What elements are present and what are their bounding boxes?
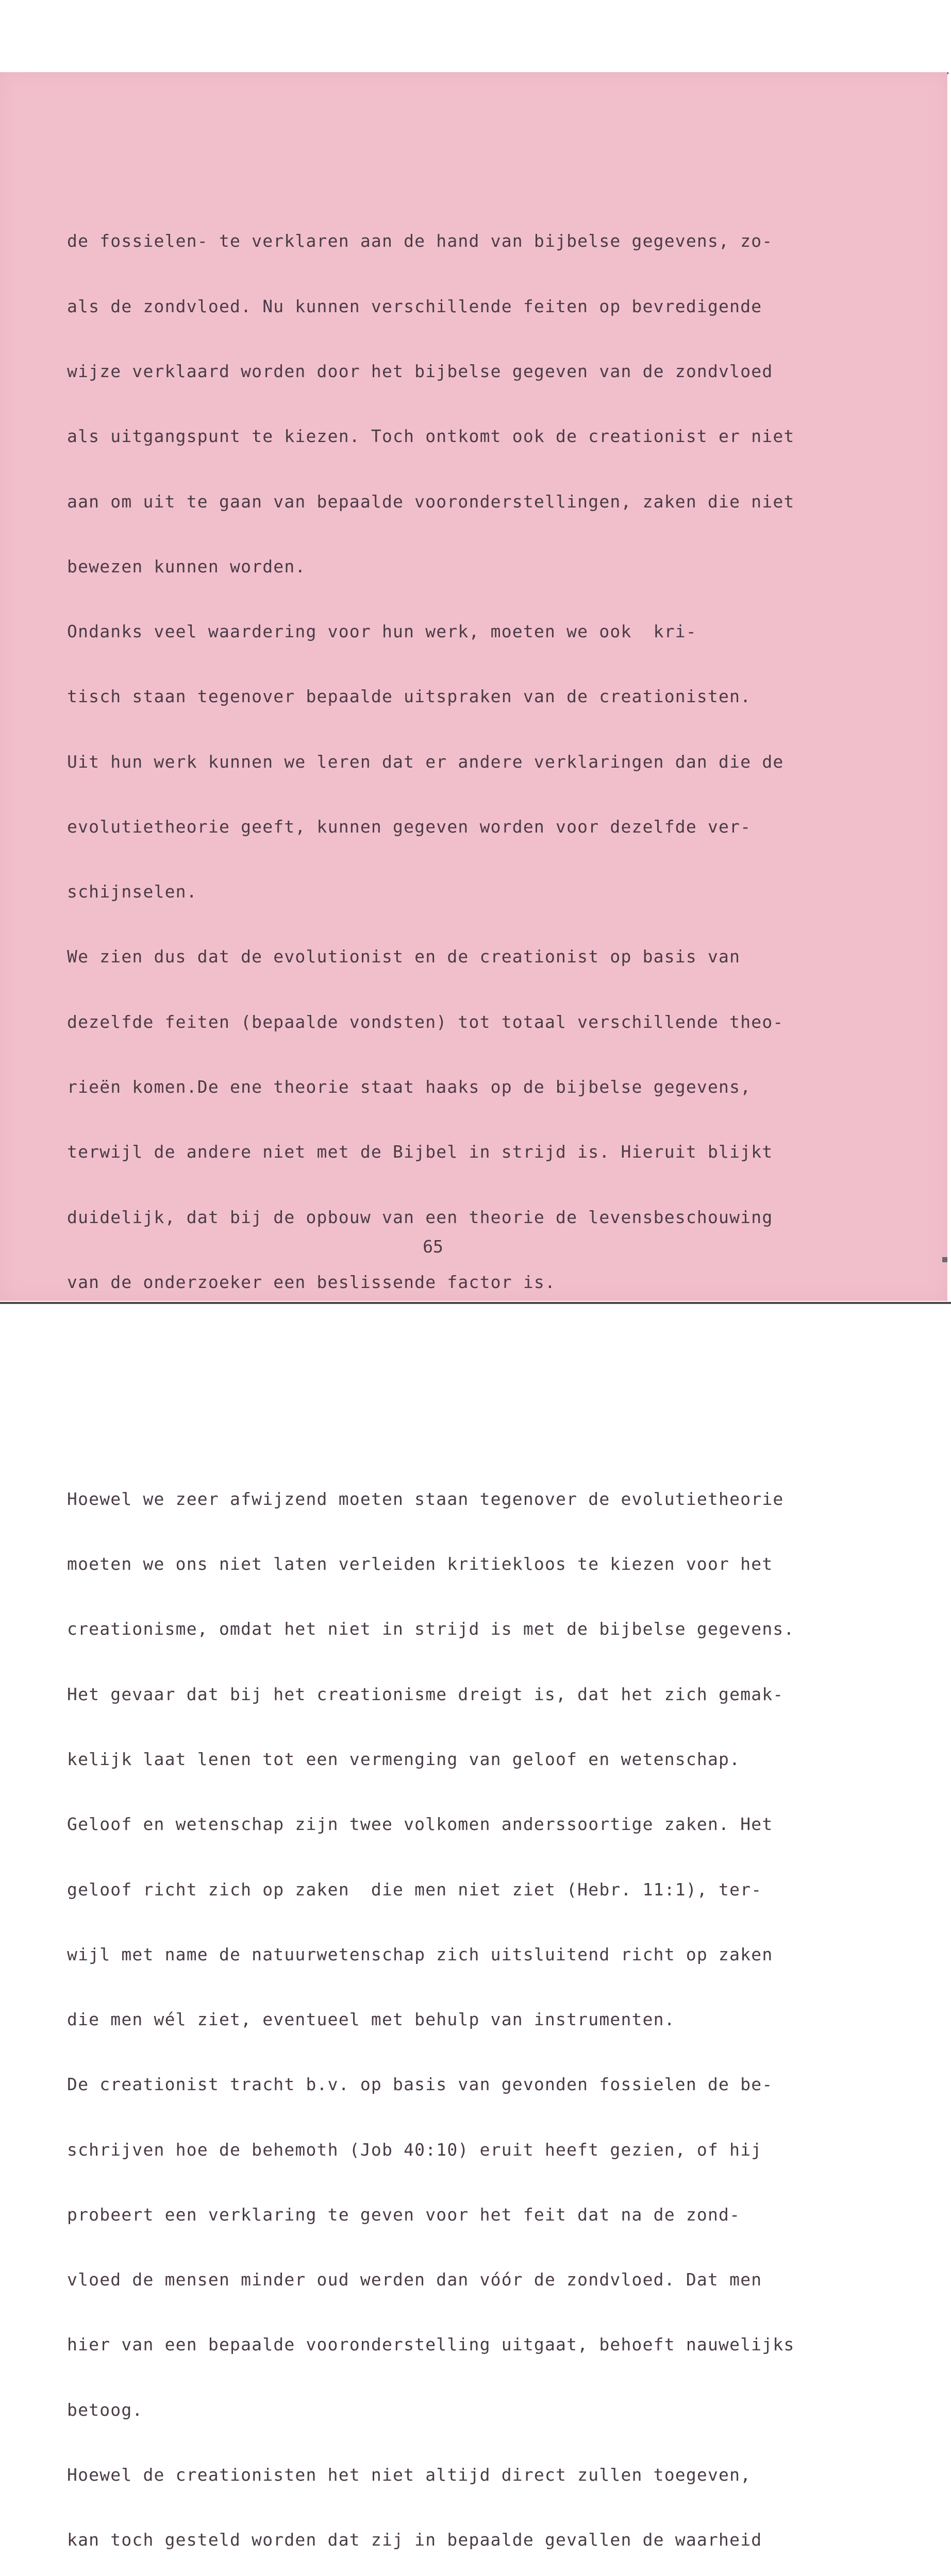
- text-line: terwijl de andere niet met de Bijbel in strijd is. Hieruit blijkt: [67, 1142, 773, 1162]
- text-line: als uitgangspunt te kiezen. Toch ontkomt ook de creationist er niet: [67, 426, 795, 447]
- text-line: geloof richt zich op zaken die men niet ziet (Hebr. 11:1), ter-: [67, 1879, 762, 1900]
- text-line: Ondanks veel waardering voor hun werk, moeten we ook kri-: [67, 621, 697, 642]
- text-line: moeten we ons niet laten verleiden kritiekloos te kiezen voor het: [67, 1554, 773, 1574]
- text-line: Hoewel de creationisten het niet altijd direct zullen toegeven,: [67, 2465, 752, 2485]
- text-line: tisch staan tegenover bepaalde uitspraken van de creationisten.: [67, 686, 752, 707]
- text-line: betoog.: [67, 2399, 143, 2420]
- text-line: duidelijk, dat bij de opbouw van een theorie de levensbeschouwing: [67, 1207, 773, 1227]
- text-line: evolutietheorie geeft, kunnen gegeven worden voor dezelfde ver-: [67, 816, 752, 837]
- text-line: Het gevaar dat bij het creationisme dreigt is, dat het zich gemak-: [67, 1684, 784, 1704]
- text-line: aan om uit te gaan van bepaalde vooronderstellingen, zaken die niet: [67, 491, 795, 512]
- text-line: dezelfde feiten (bepaalde vondsten) tot totaal verschillende theo-: [67, 1011, 784, 1032]
- text-line: als de zondvloed. Nu kunnen verschillende feiten op bevredigende: [67, 296, 762, 316]
- text-line: kan toch gesteld worden dat zij in bepaalde gevallen de waarheid: [67, 2530, 762, 2550]
- text-line: hier van een bepaalde vooronderstelling uitgaat, behoeft nauwelijks: [67, 2334, 795, 2355]
- text-line: die men wél ziet, eventueel met behulp van instrumenten.: [67, 2009, 675, 2030]
- text-line: wijze verklaard worden door het bijbelse gegeven van de zondvloed: [67, 361, 773, 381]
- text-line: Geloof en wetenschap zijn twee volkomen anderssoortige zaken. Het: [67, 1814, 773, 1835]
- text-line: van de onderzoeker een beslissende factor is.: [67, 1272, 556, 1292]
- text-line: De creationist tracht b.v. op basis van gevonden fossielen de be-: [67, 2074, 773, 2095]
- page-number: 65: [423, 1236, 443, 1257]
- body-text: [67, 144, 892, 2576]
- text-line: kelijk laat lenen tot een vermenging van geloof en wetenschap.: [67, 1749, 741, 1769]
- paragraph-gap: [67, 1380, 892, 1401]
- text-line: de fossielen- te verklaren aan de hand van bijbelse gegevens, zo-: [67, 231, 773, 251]
- paragraph-2: [67, 1445, 892, 2576]
- text-line: vloed de mensen minder oud werden dan vóór de zondvloed. Dat men: [67, 2269, 762, 2290]
- paragraph-1: [67, 187, 892, 1336]
- text-line: Uit hun werk kunnen we leren dat er andere verklaringen dan die de: [67, 751, 784, 772]
- text-line: rieën komen.De ene theorie staat haaks op de bijbelse gegevens,: [67, 1077, 752, 1097]
- text-line: Hoewel we zeer afwijzend moeten staan tegenover de evolutietheorie: [67, 1488, 784, 1509]
- text-line: bewezen kunnen worden.: [67, 556, 306, 577]
- text-line: wijl met name de natuurwetenschap zich uitsluitend richt op zaken: [67, 1944, 773, 1964]
- text-line: schijnselen.: [67, 882, 197, 902]
- text-line: probeert een verklaring te geven voor het feit dat na de zond-: [67, 2204, 741, 2225]
- text-line: We zien dus dat de evolutionist en de creationist op basis van: [67, 946, 741, 967]
- text-line: creationisme, omdat het niet in strijd is met de bijbelse gegevens.: [67, 1619, 795, 1639]
- text-line: schrijven hoe de behemoth (Job 40:10) eruit heeft gezien, of hij: [67, 2139, 762, 2160]
- edge-mark: [942, 1257, 947, 1262]
